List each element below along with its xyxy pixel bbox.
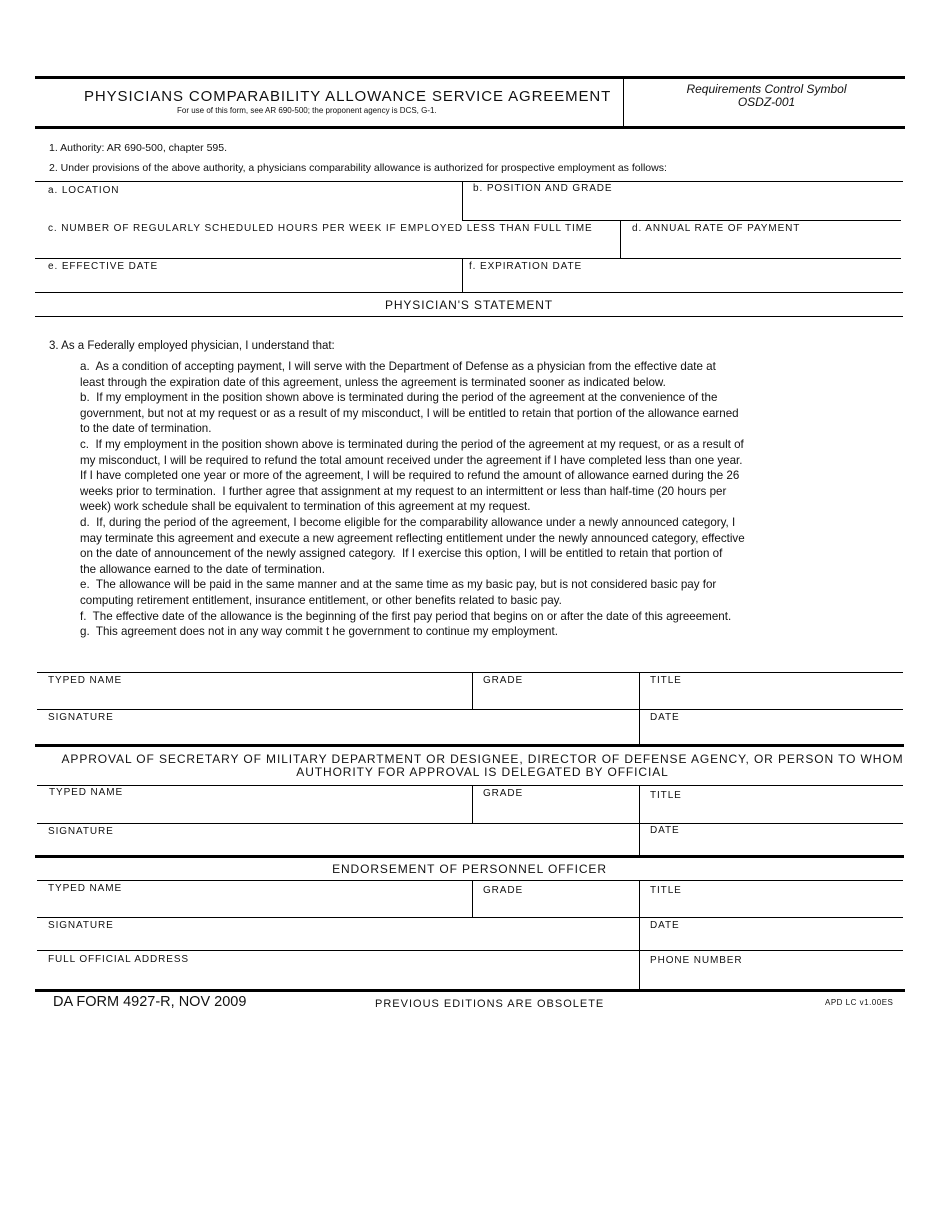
approval-heading-line1: APPROVAL OF SECRETARY OF MILITARY DEPARTMENT OR DESIGNEE, DIRECTOR OF DEFENSE AGENCY, OR PERSON TO WHOM [61, 752, 904, 766]
physicians-statement-heading: PHYSICIAN'S STATEMENT [384, 298, 554, 312]
paragraph-b-line: government, but not at my request or as a result of my misconduct, I will be entitled to retain that portion of the allowance earned [80, 406, 739, 420]
title-label: TITLE [650, 885, 682, 896]
form-subtitle: For use of this form, see AR 690-500; the proponent agency is DCS, G-1. [177, 106, 437, 115]
location-label: a. LOCATION [48, 185, 120, 196]
top-rule [35, 76, 905, 79]
physician-title-field[interactable] [640, 673, 903, 709]
physician-typed-name-field[interactable] [37, 673, 472, 709]
endorsement-date-field[interactable] [640, 918, 903, 950]
authority-line: 1. Authority: AR 690-500, chapter 595. [49, 142, 228, 154]
paragraph-b-line: to the date of termination. [80, 422, 212, 436]
paragraph-c-line: weeks prior to termination. I further agree that assignment at my request to an intermittent or less than half-time (20 hours per [80, 484, 727, 498]
title-label: TITLE [650, 675, 682, 686]
paragraph-f-line: f. The effective date of the allowance is the beginning of the first pay period that begins on or after the date of this agreeement. [80, 609, 732, 623]
paragraph-d-line: may terminate this agreement and execute a new agreement reflecting entitlement under the newly announced category, effective [80, 531, 745, 545]
annual-rate-label: d. ANNUAL RATE OF PAYMENT [632, 223, 801, 234]
form-title: PHYSICIANS COMPARABILITY ALLOWANCE SERVICE AGREEMENT [84, 88, 612, 105]
paragraph-c-line: c. If my employment in the position shown above is terminated during the period of the agreement at my request, or as a result of [80, 437, 744, 451]
grade-label: GRADE [483, 675, 524, 686]
address-label: FULL OFFICIAL ADDRESS [48, 954, 189, 965]
physician-date-field[interactable] [640, 710, 903, 745]
paragraph-c-line: week) work schedule shall be equivalent to termination of this agreement at my request. [80, 500, 531, 514]
hours-field[interactable] [36, 221, 620, 258]
rcs-value: OSDZ-001 [737, 95, 796, 109]
rule [35, 292, 903, 293]
rcs-block [640, 83, 893, 109]
bottom-rule [35, 989, 905, 992]
hours-label: c. NUMBER OF REGULARLY SCHEDULED HOURS PER WEEK IF EMPLOYED LESS THAN FULL TIME [48, 223, 593, 234]
paragraph-g-line: g. This agreement does not in any way commit t he government to continue my employment. [80, 625, 558, 639]
position-grade-field[interactable] [463, 182, 901, 220]
typed-name-label: TYPED NAME [49, 787, 124, 798]
endorsement-title-field[interactable] [640, 881, 903, 917]
phone-label: PHONE NUMBER [650, 955, 743, 966]
date-label: DATE [650, 712, 680, 723]
address-field[interactable] [37, 951, 639, 989]
typed-name-label: TYPED NAME [48, 675, 123, 686]
endorsement-top-rule [35, 855, 904, 858]
form-number: DA FORM 4927-R, NOV 2009 [53, 994, 247, 1010]
header-bottom-rule [35, 126, 905, 129]
date-label: DATE [650, 825, 680, 836]
title-label: TITLE [650, 790, 682, 801]
grade-label: GRADE [483, 885, 524, 896]
paragraph-d-line: the allowance earned to the date of termination. [80, 562, 325, 576]
paragraph-a-line: a. As a condition of accepting payment, I will serve with the Department of Defense as a physician from the effective date at [80, 360, 716, 373]
physician-signature-field[interactable] [37, 710, 639, 745]
approval-top-rule [35, 744, 904, 747]
effective-date-label: e. EFFECTIVE DATE [48, 261, 159, 272]
paragraph-a-line: least through the expiration date of this agreement, unless the agreement is terminated sooner as indicated below. [80, 375, 666, 389]
statement-paragraphs [80, 359, 800, 640]
phone-field[interactable] [640, 951, 903, 989]
version-tag: APD LC v1.00ES [825, 998, 894, 1007]
grade-label: GRADE [483, 788, 524, 799]
rcs-label: Requirements Control Symbol [686, 82, 847, 96]
approval-grade-field[interactable] [473, 786, 639, 823]
approval-date-field[interactable] [640, 824, 903, 855]
paragraph-b-line: b. If my employment in the position shown above is terminated during the period of the agreement at the convenience of the [80, 391, 718, 405]
expiration-date-field[interactable] [463, 259, 901, 292]
expiration-date-label: f. EXPIRATION DATE [469, 261, 583, 272]
paragraph-d-line: d. If, during the period of the agreement, I become eligible for the comparability allowance under a newly announced category, I [80, 515, 736, 529]
approval-heading-line2: AUTHORITY FOR APPROVAL IS DELEGATED BY OFFICIAL [296, 765, 669, 779]
date-label: DATE [650, 920, 680, 931]
paragraph-c-line: my misconduct, I will be required to refund the total amount received under the agreement if I have completed less than one year. [80, 453, 743, 467]
typed-name-label: TYPED NAME [48, 883, 123, 894]
signature-label: SIGNATURE [48, 920, 114, 931]
endorsement-heading: ENDORSEMENT OF PERSONNEL OFFICER [332, 862, 607, 876]
endorsement-grade-field[interactable] [473, 881, 639, 917]
signature-label: SIGNATURE [48, 826, 114, 837]
statement-intro: 3. As a Federally employed physician, I understand that: [49, 340, 335, 352]
position-grade-label: b. POSITION AND GRADE [473, 183, 613, 194]
annual-rate-field[interactable] [621, 221, 901, 258]
paragraph-e-line: e. The allowance will be paid in the same manner and at the same time as my basic pay, but is not considered basic pay for [80, 578, 717, 592]
physician-grade-field[interactable] [473, 673, 639, 709]
editions-note: PREVIOUS EDITIONS ARE OBSOLETE [375, 998, 605, 1010]
provisions-line: 2. Under provisions of the above authority, a physicians comparability allowance is authorized for prospective employment as follows: [49, 162, 667, 174]
paragraph-c-line: If I have completed one year or more of the agreement, I will be required to refund the amount of allowance earned during the 26 [80, 469, 740, 483]
paragraph-e-line: computing retirement entitlement, insurance entitlement, or other benefits related to basic pay. [80, 593, 562, 607]
rule [35, 316, 903, 317]
endorsement-signature-field[interactable] [37, 918, 639, 950]
paragraph-d-line: on the date of announcement of the newly assigned category. If I exercise this option, I will be entitled to retain that portion of [80, 547, 723, 561]
approval-typed-name-field[interactable] [37, 786, 472, 823]
location-field[interactable] [36, 182, 462, 220]
signature-label: SIGNATURE [48, 712, 114, 723]
approval-title-field[interactable] [640, 786, 903, 823]
endorsement-typed-name-field[interactable] [37, 881, 472, 917]
header-divider [623, 79, 624, 127]
effective-date-field[interactable] [36, 259, 462, 292]
approval-signature-field[interactable] [37, 824, 639, 855]
